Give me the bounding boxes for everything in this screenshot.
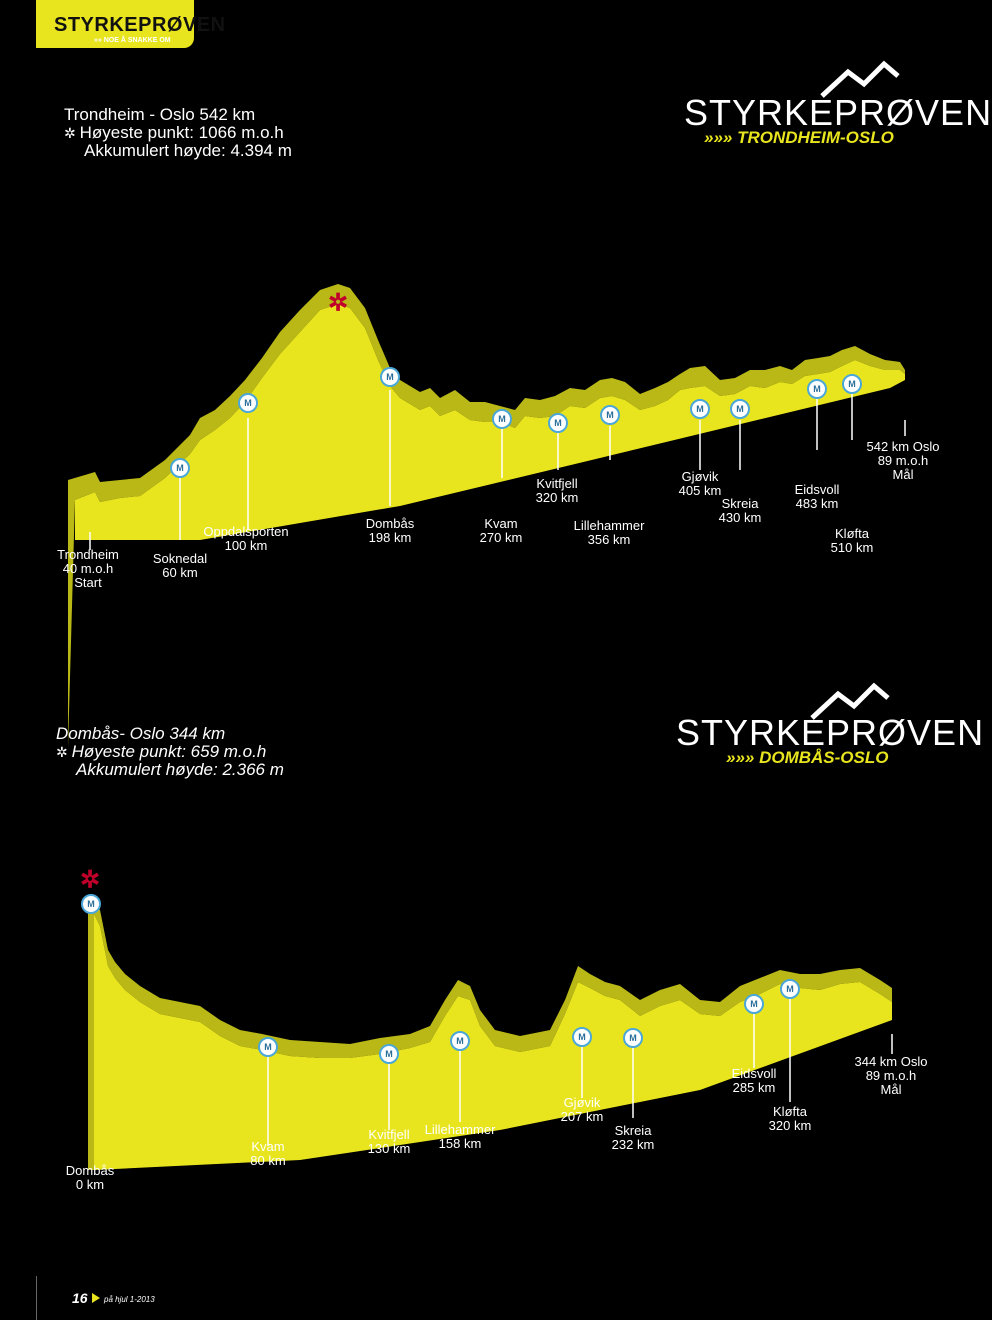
- location-label: Oppdalsporten 100 km: [203, 524, 289, 553]
- section1-highest-point: ✲ Høyeste punkt: 1066 m.o.h: [64, 123, 284, 142]
- footer-divider: [36, 1276, 37, 1320]
- marker-m-icon: M: [600, 405, 620, 425]
- location-label: Kløfta 510 km: [830, 526, 874, 555]
- location-label: Kløfta 320 km: [768, 1104, 812, 1133]
- star-icon: ✲: [64, 125, 80, 141]
- marker-m-icon: M: [450, 1031, 470, 1051]
- marker-m-icon: M: [572, 1027, 592, 1047]
- marker-m-icon: M: [730, 399, 750, 419]
- marker-m-icon: M: [380, 367, 400, 387]
- marker-m-icon: M: [807, 379, 827, 399]
- marker-m-icon: M: [623, 1028, 643, 1048]
- location-label: Lillehammer 158 km: [424, 1122, 496, 1151]
- star-icon: ✲: [327, 289, 349, 317]
- star-icon: ✲: [79, 866, 101, 894]
- badge-tagline: »» NOE Å SNAKKE OM: [94, 37, 171, 44]
- location-label: Dombås 198 km: [365, 516, 415, 545]
- page-number: 16: [72, 1290, 88, 1306]
- location-label: Eidsvoll 285 km: [731, 1066, 777, 1095]
- marker-m-icon: M: [238, 393, 258, 413]
- marker-m-icon: M: [744, 994, 764, 1014]
- header-badge: [36, 0, 226, 48]
- section2-highest-point: ✲ Høyeste punkt: 659 m.o.h: [56, 742, 267, 761]
- arrow-icon: [92, 1293, 100, 1303]
- location-label: Kvitfjell 130 km: [367, 1127, 411, 1156]
- marker-m-icon: M: [379, 1044, 399, 1064]
- location-label: Dombås 0 km: [65, 1163, 115, 1192]
- marker-m-icon: M: [548, 413, 568, 433]
- marker-m-icon: M: [780, 979, 800, 999]
- section2-accumulated: Akkumulert høyde: 2.366 m: [76, 760, 284, 779]
- location-label: Skreia 232 km: [611, 1123, 655, 1152]
- location-label: Eidsvoll 483 km: [794, 482, 840, 511]
- location-label: Kvam 80 km: [250, 1139, 286, 1168]
- section1-accumulated: Akkumulert høyde: 4.394 m: [84, 141, 292, 160]
- marker-m-icon: M: [258, 1037, 278, 1057]
- location-label: Trondheim 40 m.o.h Start: [57, 547, 119, 590]
- section2-route: »»» DOMBÅS-OSLO: [726, 748, 889, 767]
- location-label: Lillehammer 356 km: [573, 518, 645, 547]
- star-icon: ✲: [56, 744, 72, 760]
- marker-m-icon: M: [842, 374, 862, 394]
- location-label: Kvam 270 km: [479, 516, 523, 545]
- location-label: 344 km Oslo 89 m.o.h Mål: [854, 1054, 928, 1097]
- location-label: 542 km Oslo 89 m.o.h Mål: [866, 439, 940, 482]
- marker-m-icon: M: [690, 399, 710, 419]
- location-label: Kvitfjell 320 km: [535, 476, 579, 505]
- section1-route: »»» TRONDHEIM-OSLO: [704, 128, 894, 147]
- section2-info: [56, 725, 284, 779]
- marker-m-icon: M: [81, 894, 101, 914]
- badge-title: STYRKEPRØVEN: [54, 14, 226, 36]
- marker-m-icon: M: [170, 458, 190, 478]
- section1-distance: Trondheim - Oslo 542 km: [64, 105, 256, 124]
- location-label: Gjøvik 405 km: [678, 469, 722, 498]
- marker-m-icon: M: [492, 409, 512, 429]
- location-label: Skreia 430 km: [718, 496, 762, 525]
- location-label: Soknedal 60 km: [152, 551, 208, 580]
- location-label: Gjøvik 207 km: [560, 1095, 604, 1124]
- section2-distance: Dombås- Oslo 344 km: [56, 724, 226, 743]
- footer-text: på hjul 1-2013: [104, 1295, 155, 1304]
- section1-info: [64, 106, 292, 160]
- section1-brand: STYRKEPRØVEN: [684, 92, 992, 133]
- section2-brand: STYRKEPRØVEN: [676, 712, 985, 753]
